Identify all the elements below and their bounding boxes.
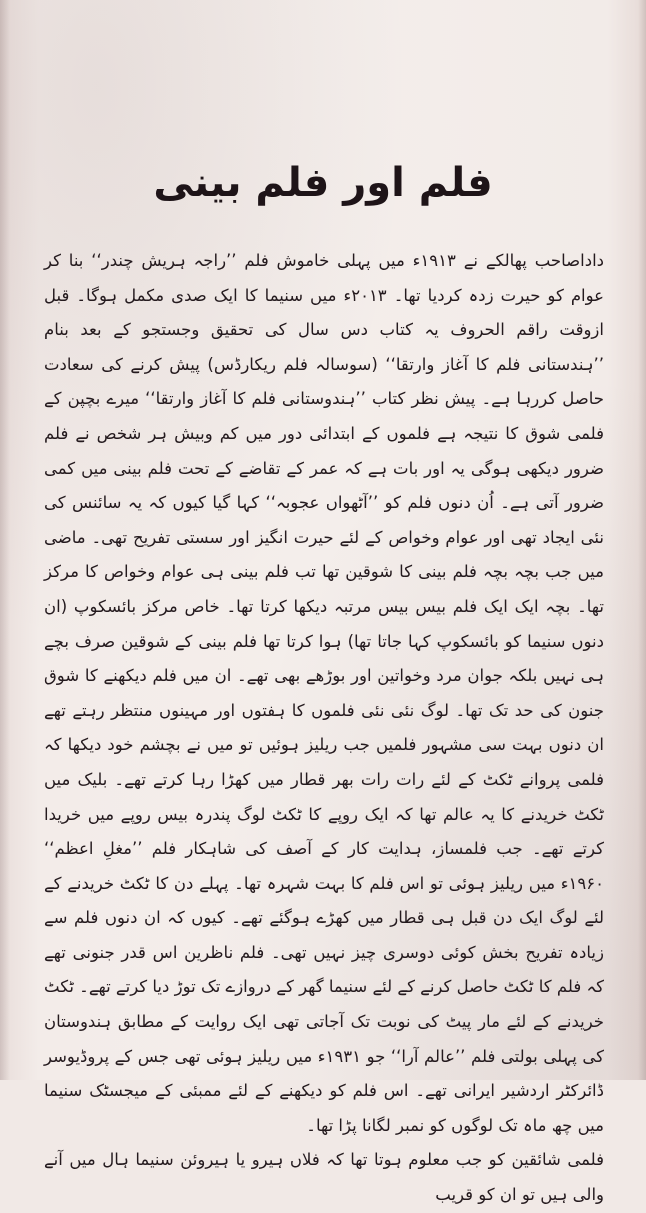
chapter-title: فلم اور فلم بینی [153,159,493,206]
paragraph-1: داداصاحب پھالکے نے ۱۹۱۳ء میں پہلی خاموش فلم ’’راجہ ہریش چندر‘‘ بنا کر عوام کو حیرت زدہ کردیا تھا۔ ۲۰۱۳ء میں سنیما کا ایک صدی مکمل ہوگا۔ قبل ازوقت راقم الحروف یہ کتاب دس سال کی تحقیق وجستجو کے بعد بنام ’’ہندستانی فلم کا آغاز وارتقا‘‘ (سوسالہ فلم ریکارڈس) پیش کرنے کی سعادت حاصل کررہا ہے۔ پیش نظر کتاب ’’ہندوستانی فلم کا آغاز وارتقا‘‘ میرے بچپن کے فلمی شوق کا نتیجہ ہے فلموں کے ابتدائی دور میں کم وبیش ہر شخص نے فلم ضرور دیکھی ہوگی یہ اور بات ہے کہ عمر کے تقاضے کے تحت فلم بینی میں کمی ضرور آتی ہے۔ اُن دنوں فلم کو ’’آٹھواں عجوبہ‘‘ کہا گیا کیوں کہ یہ سائنس کی نئی ایجاد تھی اور عوام وخواص کے لئے حیرت انگیز اور سستی تفریح تھی۔ ماضی میں جب بچہ بچہ فلم بینی کا شوقین تھا تب فلم بینی ہی عوام وخواص کا مرکز تھا۔ بچہ ایک ایک فلم بیس بیس مرتبہ دیکھا کرتا تھا۔ خاص مرکز بائسکوپ (ان دنوں سنیما کو بائسکوپ کہا جاتا تھا) ہوا کرتا تھا فلم بینی کے شوقین صرف بچے ہی نہیں بلکہ جوان مرد وخواتین اور بوڑھے بھی تھے۔ ان میں فلم دیکھنے کا شوق جنون کی حد تک تھا۔ لوگ نئی نئی فلموں کا ہفتوں اور مہینوں منتظر رہتے تھے ان دنوں بہت سی مشہور فلمیں جب ریلیز ہوئیں تو میں نے بچشم خود دیکھا کہ فلمی پروانے ٹکٹ کے لئے رات رات بھر قطار میں کھڑا رہا کرتے تھے۔ بلیک میں ٹکٹ خریدنے کا یہ عالم تھا کہ ایک روپے کا ٹکٹ لوگ پندرہ بیس روپے میں خریدا کرتے تھے۔ جب فلمساز، ہدایت کار کے آصف کی شاہکار فلم ’’مغلِ اعظم‘‘ ۱۹۶۰ء میں ریلیز ہوئی تو اس فلم کا بہت شہرہ تھا۔ پہلے دن کا ٹکٹ خریدنے کے لئے لوگ ایک دن قبل ہی قطار میں کھڑے ہوگئے تھے۔ کیوں کہ ان دنوں فلم سے زیادہ تفریح بخش کوئی دوسری چیز نہیں تھی۔ فلم ناظرین اس قدر جنونی تھے کہ فلم کا ٹکٹ حاصل کرنے کے لئے سنیما گھر کے دروازے تک توڑ دیا کرتے تھے۔ ٹکٹ خریدنے کے لئے مار پیٹ کی نوبت تک آجاتی تھی ایک روایت کے مطابق ہندوستان کی پہلی بولتی فلم ’’عالم آرا‘‘ جو ۱۹۳۱ء میں ریلیز ہوئی تھی جس کے پروڈیوسر ڈائرکٹر اردشیر ایرانی تھے۔ اس فلم کو دیکھنے کے لئے ممبئی کے میجسٹک سنیما میں چھ ماہ تک لوگوں کو نمبر لگانا پڑا تھا۔ [44,251,605,1135]
paragraph-2: فلمی شائقین کو جب معلوم ہوتا تھا کہ فلاں ہیرو یا ہیروئن سنیما ہال میں آنے والی ہیں تو ان کو قریب [44,1150,604,1205]
chapter-body [44,244,604,1213]
